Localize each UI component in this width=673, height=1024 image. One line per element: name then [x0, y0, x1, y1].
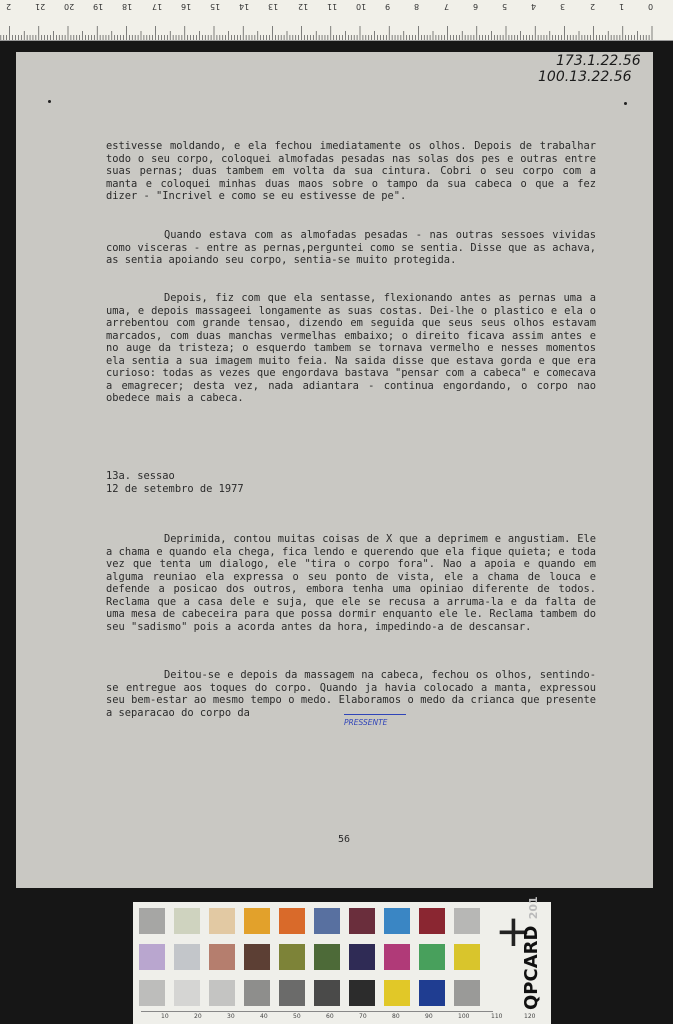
paragraph-4: Deprimida, contou muitas coisas de X que a deprimem e angustiam. Ele a chama e quando ela chega, fica lendo e querendo que ela fique quieta; e toda vez que tenta um dialogo, ele "tira o corpo fora". Nao a apoia e quando em alguma reuniao ela expressa o seu ponto de vista, ele a chama de louca e defende a posicao dos outros, embora tenha uma opiniao diferente de todos. Reclama que a casa dele e suja, que ele se recusa a arruma-la e da falta de uma mesa de cabeceira para que possa dormir enquanto ele le. Reclama tambem do seu "sadismo" pois a acorda antes da hora, impedindo-a de descansar. [106, 533, 596, 633]
ruler-label: 8 [414, 2, 420, 11]
session-title: 13a. sessao [106, 470, 175, 482]
scale-label: 120 [524, 1013, 536, 1020]
scale-label: 60 [326, 1013, 334, 1020]
paragraph-2: Quando estava com as almofadas pesadas - nas outras sessoes vividas como visceras - entre as pernas,perguntei como se sentia. Disse que as achava, as sentia apoiando seu corpo, sentia-se muito protegida. [106, 229, 596, 266]
ruler-label: 15 [210, 2, 221, 11]
paragraph-1: estivesse moldando, e ela fechou imediatamente os olhos. Depois de trabalhar todo o seu corpo, coloquei almofadas pesadas nas solas dos pes e outras entre suas pernas; duas tambem em volta da sua cintura. Cobri o seu corpo com a manta e coloquei minhas duas maos sobre o tampo da sua cabeca o que a fez dizer - "Incrivel e como se eu estivesse de pe". [106, 140, 596, 202]
crosshair-icon: + [495, 906, 532, 957]
color-calibration-card [133, 896, 551, 1024]
color-swatch [349, 980, 375, 1006]
session-date: 12 de setembro de 1977 [106, 483, 244, 495]
ruler-label: 11 [326, 2, 337, 11]
ruler-label: 7 [443, 2, 449, 11]
ruler-label: 2 [589, 2, 595, 11]
ruler-label: 9 [385, 2, 391, 11]
ruler-label: 12 [297, 2, 308, 11]
color-swatch [279, 908, 305, 934]
ruler-label: 20 [64, 2, 75, 11]
scale-label: 80 [392, 1013, 400, 1020]
ruler-label: 18 [122, 2, 133, 11]
card-brand [521, 896, 542, 1010]
scale-label: 90 [425, 1013, 433, 1020]
punch-mark [48, 100, 51, 103]
ruler-label: 10 [356, 2, 367, 11]
card-brand-name: QPCARD [521, 925, 542, 1010]
card-brand-year: 201 [527, 896, 540, 920]
ruler-label: 13 [268, 2, 279, 11]
card-scale [141, 1011, 536, 1024]
ruler [0, 0, 673, 41]
color-swatch [454, 980, 480, 1006]
scale-label: 110 [491, 1013, 503, 1020]
archive-ref-2: 100.13.22.56 [538, 69, 632, 85]
color-swatch [139, 944, 165, 970]
color-swatch [244, 980, 270, 1006]
archive-ref-1: 173.1.22.56 [556, 53, 641, 69]
scale-label: 70 [359, 1013, 367, 1020]
punch-mark [624, 102, 627, 105]
strikethrough-mark [344, 714, 406, 715]
ruler-label: 5 [502, 2, 508, 11]
color-swatch [419, 944, 445, 970]
handwritten-correction: PRESSENTE [344, 718, 388, 727]
color-swatch [349, 944, 375, 970]
color-swatch [174, 980, 200, 1006]
scale-label: 100 [458, 1013, 470, 1020]
page-number: 56 [338, 834, 351, 845]
scale-label: 40 [260, 1013, 268, 1020]
scale-label: 50 [293, 1013, 301, 1020]
ruler-label: 3 [560, 2, 566, 11]
color-swatch [314, 944, 340, 970]
color-swatch [419, 980, 445, 1006]
ruler-label: 4 [531, 2, 537, 11]
color-swatch [384, 980, 410, 1006]
color-swatch [349, 908, 375, 934]
ruler-label: 17 [151, 2, 162, 11]
ruler-label: 0 [648, 2, 654, 11]
color-swatch [279, 944, 305, 970]
color-swatch [209, 980, 235, 1006]
ruler-label: 21 [34, 2, 45, 11]
scale-label: 10 [161, 1013, 169, 1020]
document-page [16, 52, 653, 888]
color-swatch [419, 908, 445, 934]
color-swatch [139, 980, 165, 1006]
color-swatch [384, 908, 410, 934]
color-swatch [209, 908, 235, 934]
color-swatch [454, 908, 480, 934]
ruler-label: 1 [618, 2, 624, 11]
color-swatch [174, 908, 200, 934]
ruler-label: 2 [5, 2, 11, 11]
color-swatch [314, 908, 340, 934]
color-swatch [244, 944, 270, 970]
color-swatch [139, 908, 165, 934]
ruler-label: 14 [239, 2, 250, 11]
color-swatch [384, 944, 410, 970]
ruler-label: 6 [472, 2, 478, 11]
paragraph-3: Depois, fiz com que ela sentasse, flexionando antes as pernas uma a uma, e depois massageei longamente as suas costas. Dei-lhe o plastico e ela o arrebentou com grande tensao, dizendo em seguida que seus seus olhos estavam marcados, com duas manchas vermelhas embaixo; o direito ficava assim antes e no auge da tristeza; o esquerdo tambem se tornava vermelho e nesses momentos ela sentia a sua imagem muito feia. Na saida disse que estava gorda e que era curioso: todas as vezes que engordava bastava "pensar com a cabeca" e comecava a emagrecer; desta vez, nada adiantara - continua engordando, o corpo nao obedece mais a cabeca. [106, 292, 596, 404]
color-swatch [314, 980, 340, 1006]
ruler-label: 19 [93, 2, 104, 11]
ruler-label: 16 [180, 2, 191, 11]
color-swatch [244, 908, 270, 934]
color-swatch [279, 980, 305, 1006]
paragraph-5: Deitou-se e depois da massagem na cabeca, fechou os olhos, sentindo-se entregue aos toques do corpo. Quando ja havia colocado a manta, expressou seu bem-estar ao mesmo tempo o medo. Elaboramos o medo da crianca que presente a separacao do corpo da [106, 669, 596, 719]
color-swatch [174, 944, 200, 970]
color-swatch [209, 944, 235, 970]
scale-label: 20 [194, 1013, 202, 1020]
color-swatch [454, 944, 480, 970]
scale-label: 30 [227, 1013, 235, 1020]
